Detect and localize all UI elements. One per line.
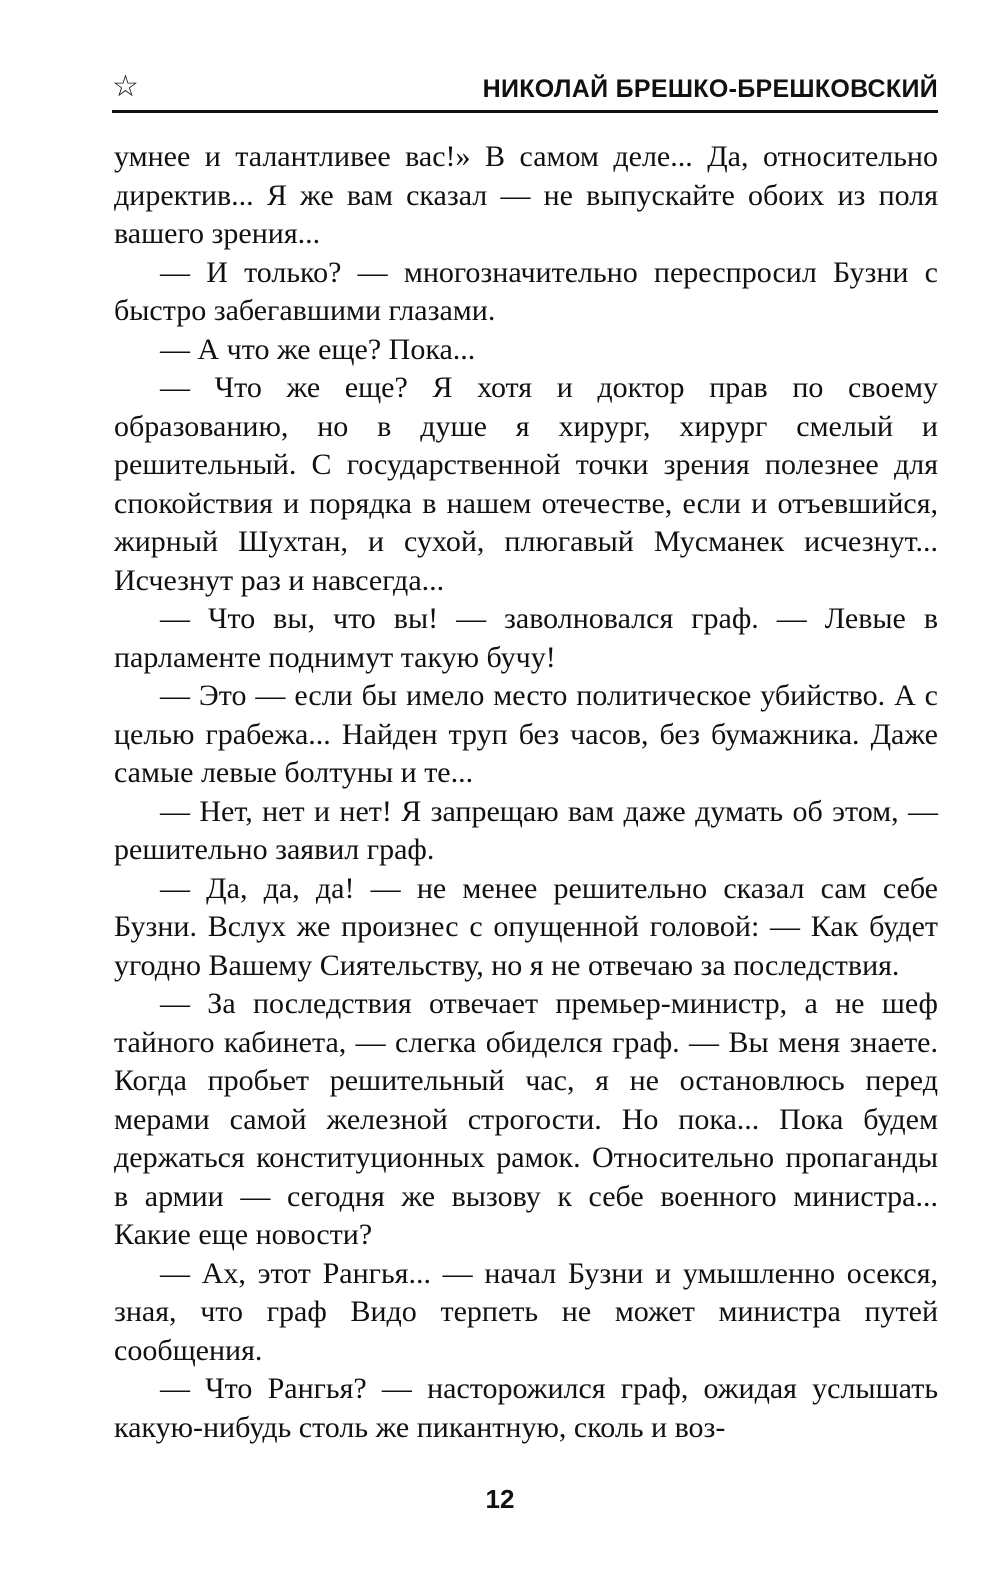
page-body [114,138,938,1447]
paragraph: — Да, да, да! — не менее решительно сказал сам себе Бузни. Вслух же произнес с опущенной головой: — Как будет угодно Вашему Сиятельству, но я не отвечаю за последствия. [114,871,938,982]
paragraph: — Что Рангья? — насторожился граф, ожидая услышать какую-нибудь столь же пикантную, сколь и воз- [114,1372,938,1444]
paragraph: умнее и талантливее вас!» В самом деле... Да, относительно директив... Я же вам сказал — не выпускайте обоих из поля вашего зрения... [114,140,938,250]
paragraph: — И только? — многозначительно переспросил Бузни с быстро забегавшими глазами. [114,255,938,327]
paragraph: — За последствия отвечает премьер-министр, а не шеф тайного кабинета, — слегка обиделся граф. — Вы меня знаете. Когда пробьет решительный час, я не остановлюсь перед мерами самой железной строгости. Но пока... Пока будем держаться конституционных рамок. Относительно пропаганды в армии — сегодня же вызову к себе военного министра... Какие еще новости? [114,987,938,1251]
paragraph: — Нет, нет и нет! Я запрещаю вам даже думать об этом, — решительно заявил граф. [114,794,938,866]
author-name: НИКОЛАЙ БРЕШКО-БРЕШКОВСКИЙ [482,75,938,103]
page-number: 12 [485,1484,515,1514]
running-header [112,66,938,113]
paragraph: — Что же еще? Я хотя и доктор прав по своему образованию, но в душе я хирург, хирург смелый и решительный. С государственной точки зрения полезнее для спокойствия и порядка в нашем отечестве, если и отъевшийся, жирный Шухтан, и сухой, плюгавый Мусманек исчезнут... Исчезнут раз и навсегда... [114,371,938,597]
paragraph: — Это — если бы имело место политическое убийство. А с целью грабежа... Найден труп без часов, без бумажника. Даже самые левые болтуны и те... [114,679,938,789]
paragraph: — Что вы, что вы! — заволновался граф. — Левые в парламенте поднимут такую бучу! [114,602,938,674]
star-icon: ☆ [112,69,139,104]
paragraph: — Ах, этот Рангья... — начал Бузни и умышленно осекся, зная, что граф Видо терпеть не может министра путей сообщения. [114,1256,938,1367]
paragraph: — А что же еще? Пока... [160,332,476,366]
